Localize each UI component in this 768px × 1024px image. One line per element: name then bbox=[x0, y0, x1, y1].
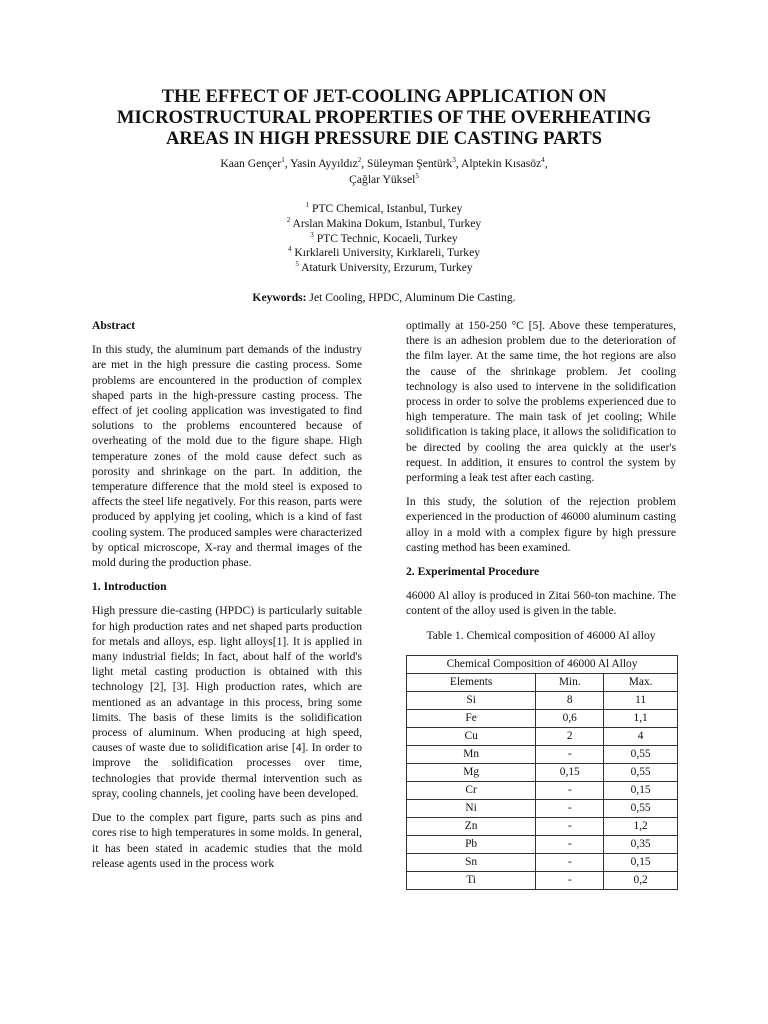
table-row: Ni - 0,55 bbox=[407, 799, 678, 817]
table-row: Zn - 1,2 bbox=[407, 817, 678, 835]
table-row: Mn - 0,55 bbox=[407, 745, 678, 763]
introduction-paragraph: High pressure die-casting (HPDC) is particularly suitable for high production rates and net shaped parts production for metals and alloys, esp. light alloys[1]. It is applied in many industrial fields; In fact, about half of the world's light metal casting production is obtained with this technology [2], [3]. High production rates, which are mentioned as an advantage in this process, bring some limits. The basis of these limits is the solidification process of aluminum. When producing at high speed, causes of waste due to solidification arise [4]. In order to improve the solidification processes over time, technologies that provide thermal intervention such as spray, cooling channels, jet cooling have been developed. bbox=[92, 604, 362, 800]
table-caption: Table 1. Chemical composition of 46000 Al alloy bbox=[426, 628, 656, 642]
paper-title bbox=[60, 86, 708, 149]
affiliation: $^2$ Arslan Makina Dokum, Istanbul, Turkey bbox=[286, 215, 482, 230]
author-affiliation-mark: 2 bbox=[357, 156, 362, 165]
chemical-composition-table bbox=[406, 655, 678, 890]
table-row: Ti - 0,2 bbox=[407, 871, 678, 889]
experimental-paragraph: 46000 Al alloy is produced in Zitai 560-ton machine. The content of the alloy used is given in the table. bbox=[406, 589, 676, 618]
title-line: MICROSTRUCTURAL PROPERTIES OF THE OVERHEATING bbox=[116, 107, 652, 128]
author-list: Kaan Gençer$^1$, Yasin Ayyıldız$^2$, Süleyman Şentürk$^3$, Alptekin Kısasöz$^4$, Çağlar Yüksel$^5$ bbox=[220, 156, 548, 186]
experimental-heading: 2. Experimental Procedure bbox=[406, 565, 540, 579]
table-row: Mg 0,15 0,55 bbox=[407, 763, 678, 781]
column-header: Max. bbox=[604, 673, 678, 691]
introduction-paragraph: Due to the complex part figure, parts such as pins and cores rise to high temperatures in some molds. In general, it has been stated in academic studies that the mold release agents used in the process work bbox=[92, 811, 362, 870]
author-name: Çağlar Yüksel bbox=[349, 173, 416, 186]
right-column bbox=[406, 318, 676, 890]
table-row: Si 8 11 bbox=[407, 691, 678, 709]
author-affiliation-mark: 1 bbox=[281, 156, 285, 165]
keywords-line bbox=[60, 291, 708, 305]
introduction-heading: 1. Introduction bbox=[92, 580, 167, 594]
abstract-text: In this study, the aluminum part demands of the industry are met in the high pressure die casting process. Some problems are encountered in the production of complex shaped parts in the high-pressure casting process. The effect of jet cooling application was investigated to find solutions to the problems encountered because of overheating of the mold due to the figure shape. High temperature zones of the mold cause defect such as porosity and shrinkage on the part. In addition, the temperature difference that the mold steel is exposed to affects the steel life negatively. For this reason, parts were produced by applying jet cooling, which is a kind of fast cooling system. The produced samples were characterized by optical microscope, X-ray and thermal images of the mold during the production phase. bbox=[92, 343, 362, 570]
keywords-text: Jet Cooling, HPDC, Aluminum Die Casting. bbox=[306, 291, 516, 304]
table-title: Chemical Composition of 46000 Al Alloy bbox=[407, 655, 678, 673]
table-row: Sn - 0,15 bbox=[407, 853, 678, 871]
table-row: Cr - 0,15 bbox=[407, 781, 678, 799]
affiliation: $^4$ Kırklareli University, Kırklareli, Turkey bbox=[287, 245, 481, 260]
table-row: Pb - 0,35 bbox=[407, 835, 678, 853]
author-name: Kaan Gençer bbox=[220, 157, 282, 170]
table-row: Cu 2 4 bbox=[407, 727, 678, 745]
author-name: Süleyman Şentürk bbox=[367, 157, 453, 170]
left-column bbox=[92, 318, 362, 880]
affiliation: $^1$ PTC Chemical, Istanbul, Turkey bbox=[305, 201, 463, 215]
column-header: Elements bbox=[407, 673, 536, 691]
author-affiliation-mark: 3 bbox=[452, 156, 456, 165]
title-line: AREAS IN HIGH PRESSURE DIE CASTING PARTS bbox=[165, 128, 603, 149]
affiliation-list bbox=[60, 202, 708, 276]
affiliation: $^3$ PTC Technic, Kocaeli, Turkey bbox=[310, 230, 458, 245]
column-header: Min. bbox=[536, 673, 604, 691]
author-name: Yasin Ayyıldız bbox=[290, 157, 358, 170]
title-line: THE EFFECT OF JET-COOLING APPLICATION ON bbox=[161, 86, 607, 107]
introduction-paragraph: In this study, the solution of the rejection problem experienced in the production of 46000 aluminum casting alloy in a mold with a complex figure by high pressure casting method has been examined. bbox=[406, 495, 676, 554]
author-affiliation-mark: 5 bbox=[415, 172, 419, 181]
affiliation: $^5$ Ataturk University, Erzurum, Turkey bbox=[295, 260, 473, 275]
table-row: Fe 0,6 1,1 bbox=[407, 709, 678, 727]
author-affiliation-mark: 4 bbox=[541, 156, 545, 165]
author-name: Alptekin Kısasöz bbox=[461, 157, 542, 170]
table-header-row bbox=[407, 673, 678, 691]
introduction-paragraph: optimally at 150-250 °C [5]. Above these temperatures, there is an adhesion problem due to the deterioration of the film layer. At the same time, the hot regions are also the cause of the shrinkage problem. Jet cooling technology is also used to intervene in the solidification process in order to solve the problems experienced due to high temperature. The main task of jet cooling; While solidification is taking place, it allows the solidification to be directed by cooling the area quickly at the user's request. In addition, it ensures to control the system by performing a leak test after each casting. bbox=[406, 319, 676, 485]
keywords-label: Keywords: bbox=[252, 291, 307, 304]
abstract-heading: Abstract bbox=[92, 319, 136, 332]
